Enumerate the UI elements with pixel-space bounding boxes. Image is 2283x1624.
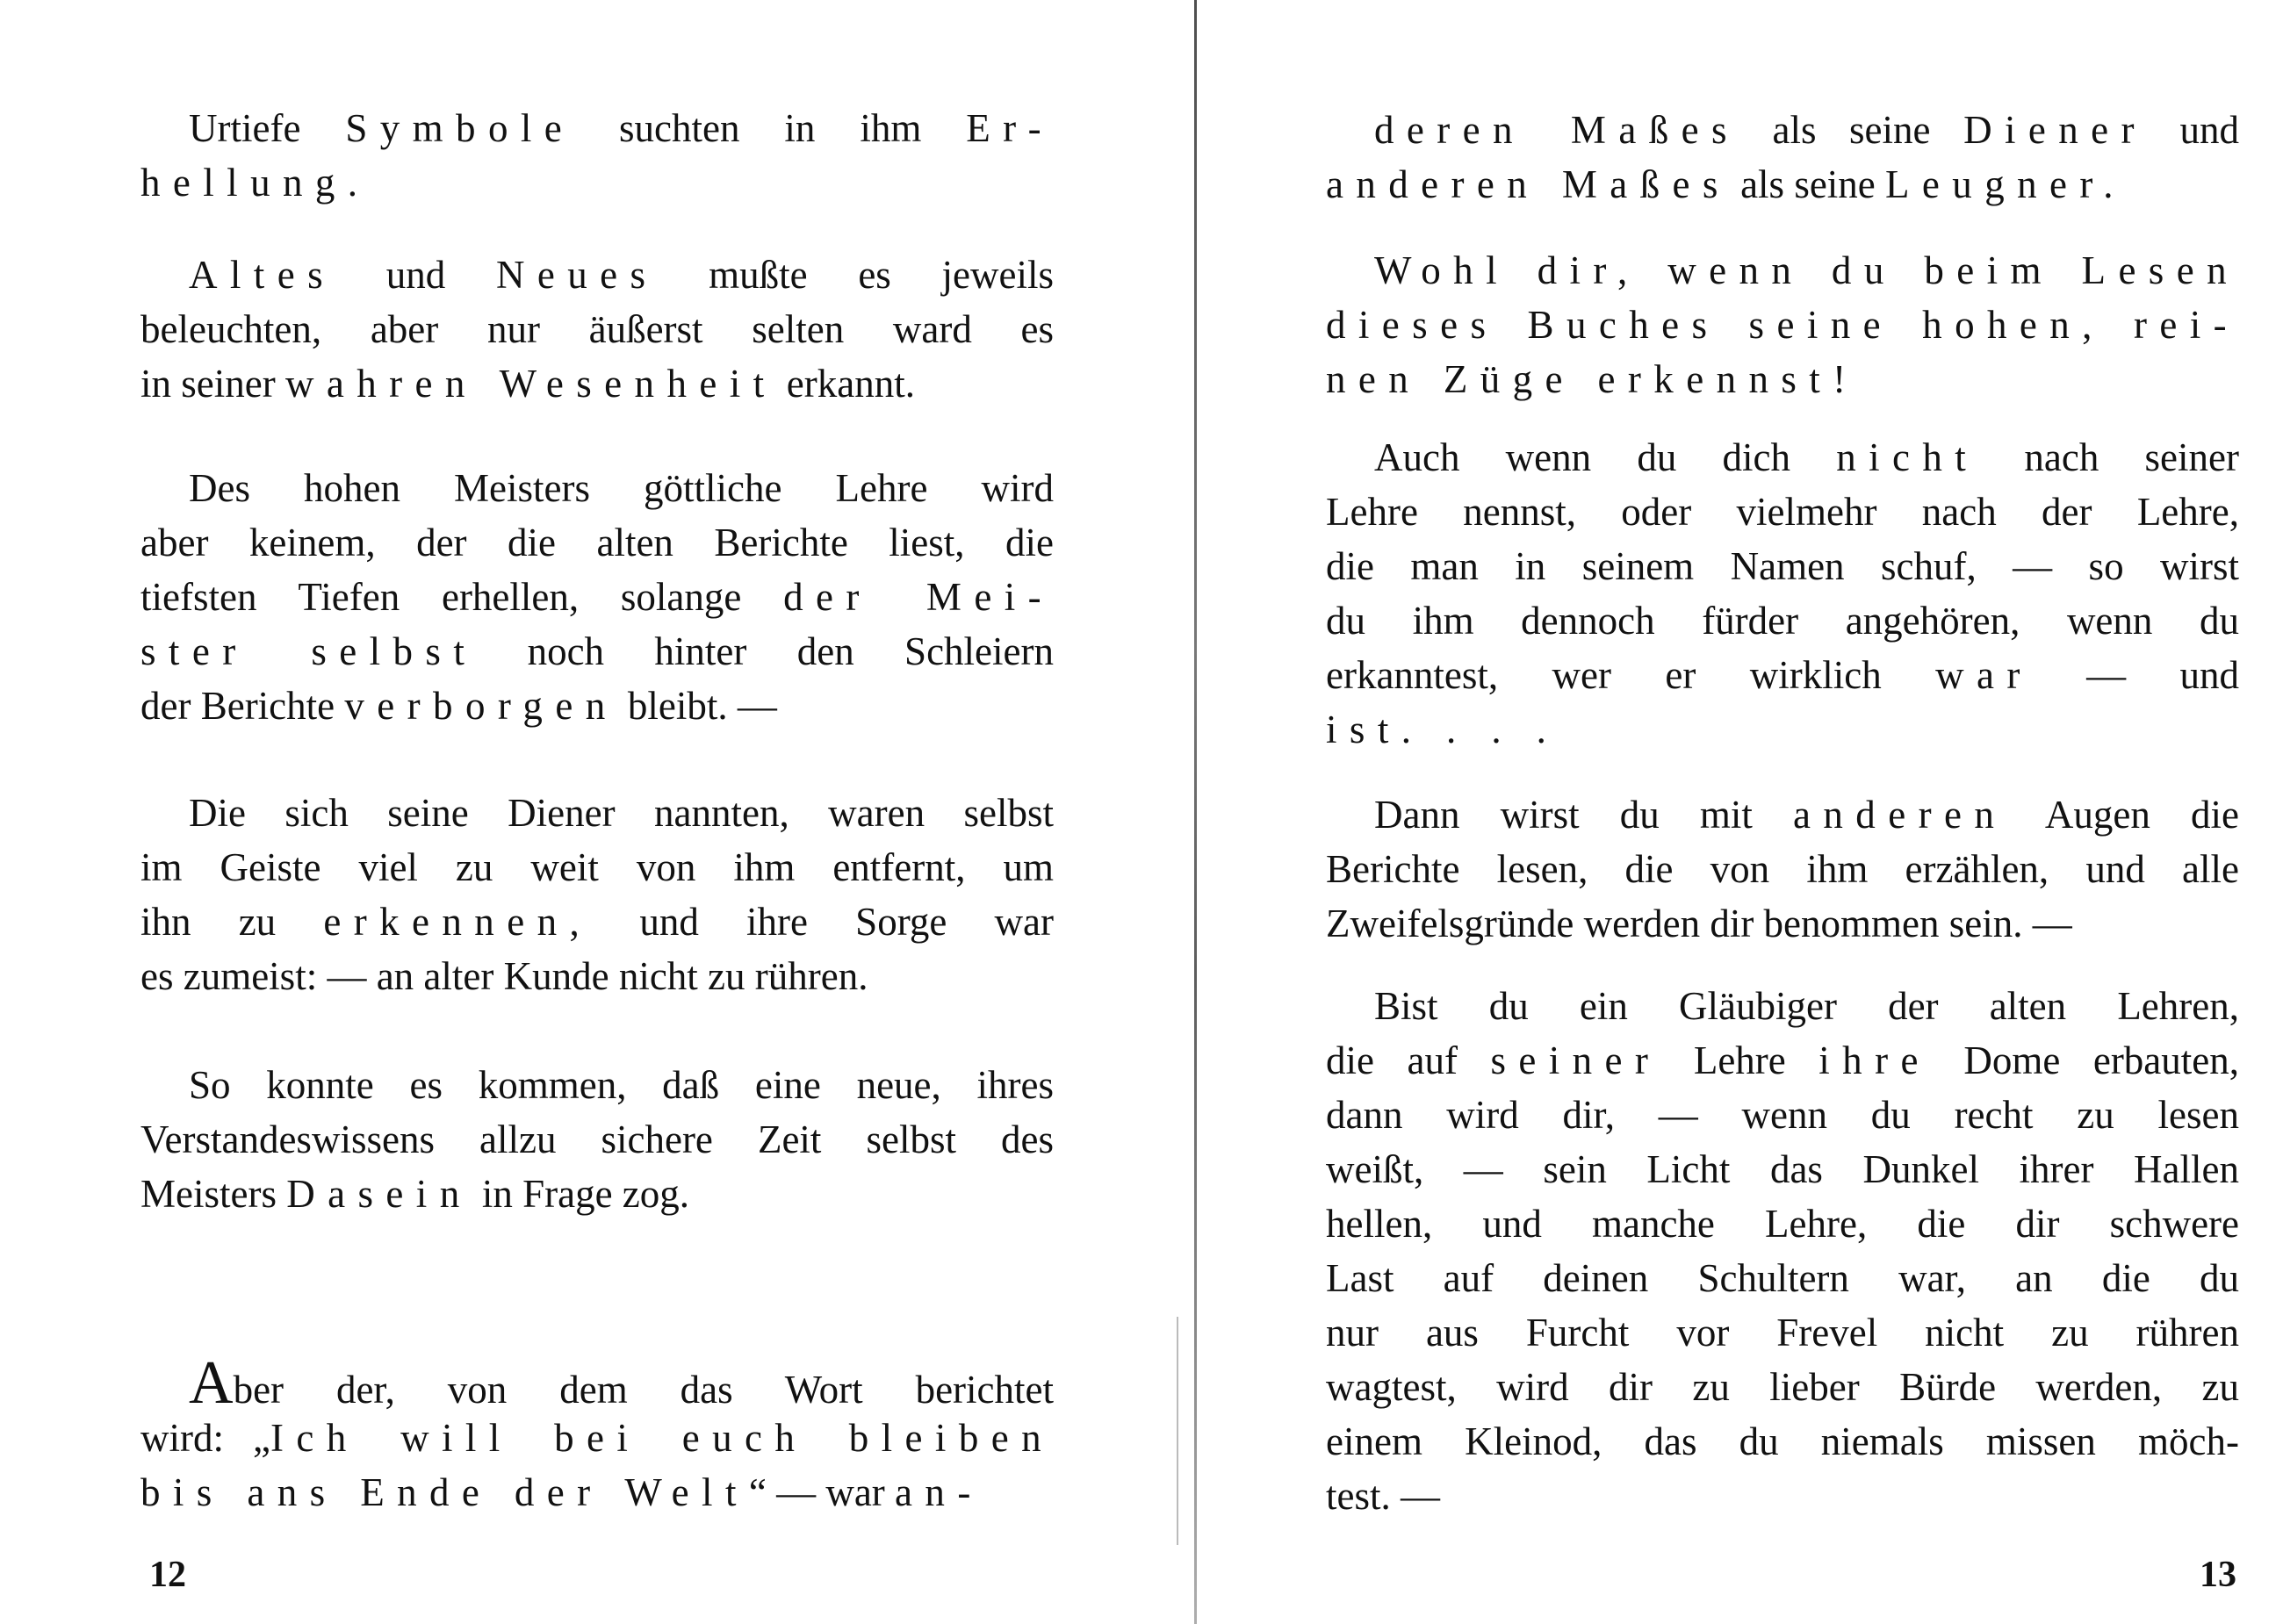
- text-line: [140, 248, 1054, 302]
- text-run: bleibt. —: [617, 684, 777, 728]
- left-page: [140, 0, 1054, 1624]
- text-line: [140, 1167, 1054, 1221]
- book-gutter: [1194, 0, 1197, 1624]
- left-paragraph-2: [140, 248, 1054, 411]
- text-run: nur aus Furcht vor Frevel nicht zu rühren: [1326, 1311, 2239, 1355]
- text-line: [1326, 979, 2239, 1033]
- left-paragraph-3: [140, 461, 1054, 733]
- text-run: ber der, von dem das Wort berichtet: [233, 1368, 1054, 1412]
- text-run: als seine: [1739, 108, 1964, 152]
- right-paragraph-3: [1326, 430, 2239, 757]
- text-run: Urtiefe: [189, 106, 346, 150]
- text-line: [140, 101, 1054, 155]
- emphasis-spaced: nicht: [1836, 435, 1979, 479]
- text-run: weißt, — sein Licht das Dunkel ihrer Hallen: [1326, 1147, 2239, 1191]
- right-page-number: 13: [2200, 1555, 2236, 1595]
- text-line: [1326, 1414, 2239, 1469]
- emphasis-spaced: Diener: [1963, 108, 2147, 152]
- text-line: [1326, 243, 2239, 298]
- text-line: [140, 1411, 1054, 1465]
- text-run: Verstandeswissens allzu sichere Zeit selbst des: [140, 1117, 1054, 1161]
- emphasis-spaced: verborgen: [344, 684, 618, 728]
- left-paragraph-4: [140, 786, 1054, 1003]
- text-line: [1326, 702, 2239, 757]
- book-gutter-shadow: [1177, 1317, 1178, 1545]
- text-line: [1326, 787, 2239, 842]
- text-line: [1326, 648, 2239, 702]
- text-run: beleuchten, aber nur äußerst selten ward es: [140, 307, 1054, 351]
- text-line: [1326, 1469, 2239, 1523]
- text-line: [1326, 485, 2239, 539]
- emphasis-spaced: anderen Maßes: [1326, 162, 1731, 206]
- text-run: Meisters: [140, 1172, 287, 1216]
- text-line: [140, 1349, 1054, 1417]
- text-run: erkanntest, wer er wirklich: [1326, 653, 1936, 697]
- text-run: noch hinter den Schleiern: [477, 629, 1054, 673]
- text-line: [140, 302, 1054, 356]
- right-paragraph-5: [1326, 979, 2239, 1523]
- text-line: [140, 356, 1054, 411]
- right-paragraph-4: [1326, 787, 2239, 951]
- text-line: [140, 1112, 1054, 1167]
- text-line: [1326, 896, 2239, 951]
- emphasis-spaced: Neues: [495, 253, 659, 297]
- text-run: Auch wenn du dich: [1374, 435, 1837, 479]
- text-run: Berichte lesen, die von ihm erzählen, und alle: [1326, 847, 2239, 891]
- text-run: aber keinem, der die alten Berichte liest, die: [140, 521, 1054, 564]
- text-run: Lehre nennst, oder vielmehr nach der Lehre,: [1326, 490, 2239, 534]
- text-line: [1326, 842, 2239, 896]
- left-paragraph-5: [140, 1058, 1054, 1221]
- text-line: [140, 840, 1054, 895]
- emphasis-spaced: Dasein: [286, 1172, 472, 1216]
- text-run: Augen die: [2006, 793, 2239, 837]
- text-line: [1326, 1305, 2239, 1360]
- text-run: und: [2146, 108, 2239, 152]
- emphasis-spaced: Er-: [966, 106, 1054, 150]
- text-line: [1326, 430, 2239, 485]
- text-run: Dann wirst du mit: [1374, 793, 1794, 837]
- text-run: Lehre: [1660, 1038, 1819, 1082]
- emphasis-spaced: der Mei-: [783, 575, 1054, 619]
- text-line: [140, 895, 1054, 949]
- text-run: dann wird dir, — wenn du recht zu lesen: [1326, 1093, 2239, 1137]
- text-line: [1326, 352, 2239, 406]
- text-run: du ihm dennoch fürder angehören, wenn du: [1326, 599, 2239, 643]
- text-run: der Berichte: [140, 684, 345, 728]
- text-run: Die sich seine Diener nannten, waren selbst: [189, 791, 1054, 835]
- text-line: [140, 515, 1054, 570]
- initial-letter: A: [189, 1349, 234, 1417]
- text-run: Last auf deinen Schultern war, an die du: [1326, 1256, 2239, 1300]
- text-line: [140, 949, 1054, 1003]
- emphasis-spaced: anderen: [1793, 793, 2007, 837]
- text-run: Bist du ein Gläubiger der alten Lehren,: [1374, 984, 2239, 1028]
- text-run: wagtest, wird dir zu lieber Bürde werden, zu: [1326, 1365, 2239, 1409]
- text-line: [1326, 103, 2239, 157]
- text-line: [140, 624, 1054, 679]
- emphasis-spaced: Wohl dir, wenn du beim Lesen: [1374, 248, 2239, 292]
- emphasis-spaced: hellung.: [140, 161, 371, 205]
- right-page: [1326, 0, 2239, 1624]
- text-line: [140, 679, 1054, 733]
- text-run: und: [335, 253, 496, 297]
- text-run: es zumeist: — an alter Kunde nicht zu rühren.: [140, 954, 868, 998]
- text-line: [1326, 1196, 2239, 1251]
- text-run: Dome erbauten,: [1930, 1038, 2240, 1082]
- emphasis-spaced: dieses Buches seine hohen, rei-: [1326, 303, 2239, 347]
- text-run: ihn zu: [140, 900, 324, 944]
- text-run: mußte es jeweils: [658, 253, 1054, 297]
- emphasis-spaced: war: [1935, 653, 2033, 697]
- text-line: [1326, 1360, 2239, 1414]
- emphasis-spaced: erkennen,: [323, 900, 593, 944]
- text-run: einem Kleinod, das du niemals missen möch-: [1326, 1419, 2239, 1463]
- text-line: [1326, 1251, 2239, 1305]
- text-run: die man in seinem Namen schuf, — so wirst: [1326, 544, 2239, 588]
- emphasis-spaced: ster selbst: [140, 629, 478, 673]
- text-run: Des hohen Meisters göttliche Lehre wird: [189, 466, 1054, 510]
- text-run: tiefsten Tiefen erhellen, solange: [140, 575, 784, 619]
- left-paragraph-6: [140, 1349, 1054, 1520]
- text-run: erkannt.: [776, 362, 915, 406]
- emphasis-spaced: bis ans Ende der Welt: [140, 1470, 749, 1514]
- emphasis-spaced: Leugner.: [1885, 162, 2126, 206]
- text-line: [1326, 1033, 2239, 1088]
- text-run: test. —: [1326, 1474, 1440, 1518]
- emphasis-spaced: ihre: [1818, 1038, 1931, 1082]
- emphasis-spaced: Ich will bei euch bleiben: [270, 1416, 1054, 1460]
- text-line: [1326, 1142, 2239, 1196]
- text-run: “ — war: [748, 1470, 896, 1514]
- text-line: [140, 1465, 1054, 1520]
- text-line: [140, 570, 1054, 624]
- text-run: im Geiste viel zu weit von ihm entfernt, um: [140, 845, 1054, 889]
- emphasis-spaced: an-: [895, 1470, 983, 1514]
- emphasis-spaced: ist. . . .: [1326, 708, 1559, 751]
- text-run: nach seiner: [1978, 435, 2239, 479]
- text-run: als seine: [1730, 162, 1886, 206]
- right-paragraph-1: [1326, 103, 2239, 212]
- text-run: So konnte es kommen, daß eine neue, ihres: [189, 1063, 1054, 1107]
- text-run: die auf: [1326, 1038, 1491, 1082]
- text-run: Zweifelsgründe werden dir benommen sein. —: [1326, 902, 2072, 945]
- emphasis-spaced: seiner: [1490, 1038, 1661, 1082]
- text-line: [140, 155, 1054, 210]
- text-line: [140, 786, 1054, 840]
- text-line: [140, 461, 1054, 515]
- emphasis-spaced: Altes: [189, 253, 335, 297]
- text-line: [1326, 593, 2239, 648]
- emphasis-spaced: wahren Wesenheit: [284, 362, 777, 406]
- text-line: [1326, 1088, 2239, 1142]
- right-paragraph-2: [1326, 243, 2239, 406]
- text-line: [1326, 539, 2239, 593]
- text-run: suchten in ihm: [574, 106, 967, 150]
- text-line: [140, 1058, 1054, 1112]
- text-run: in Frage zog.: [472, 1172, 690, 1216]
- text-line: [1326, 157, 2239, 212]
- left-page-number: 12: [149, 1555, 186, 1595]
- emphasis-spaced: Symbole: [345, 106, 575, 150]
- text-run: und ihre Sorge war: [592, 900, 1055, 944]
- left-paragraph-1: [140, 101, 1054, 210]
- text-run: hellen, und manche Lehre, die dir schwere: [1326, 1202, 2239, 1246]
- emphasis-spaced: nen Züge erkennst!: [1326, 357, 1859, 401]
- text-line: [1326, 298, 2239, 352]
- text-run: wird: „: [140, 1416, 270, 1460]
- text-run: in seiner: [140, 362, 285, 406]
- emphasis-spaced: deren Maßes: [1374, 108, 1739, 152]
- text-run: — und: [2032, 653, 2239, 697]
